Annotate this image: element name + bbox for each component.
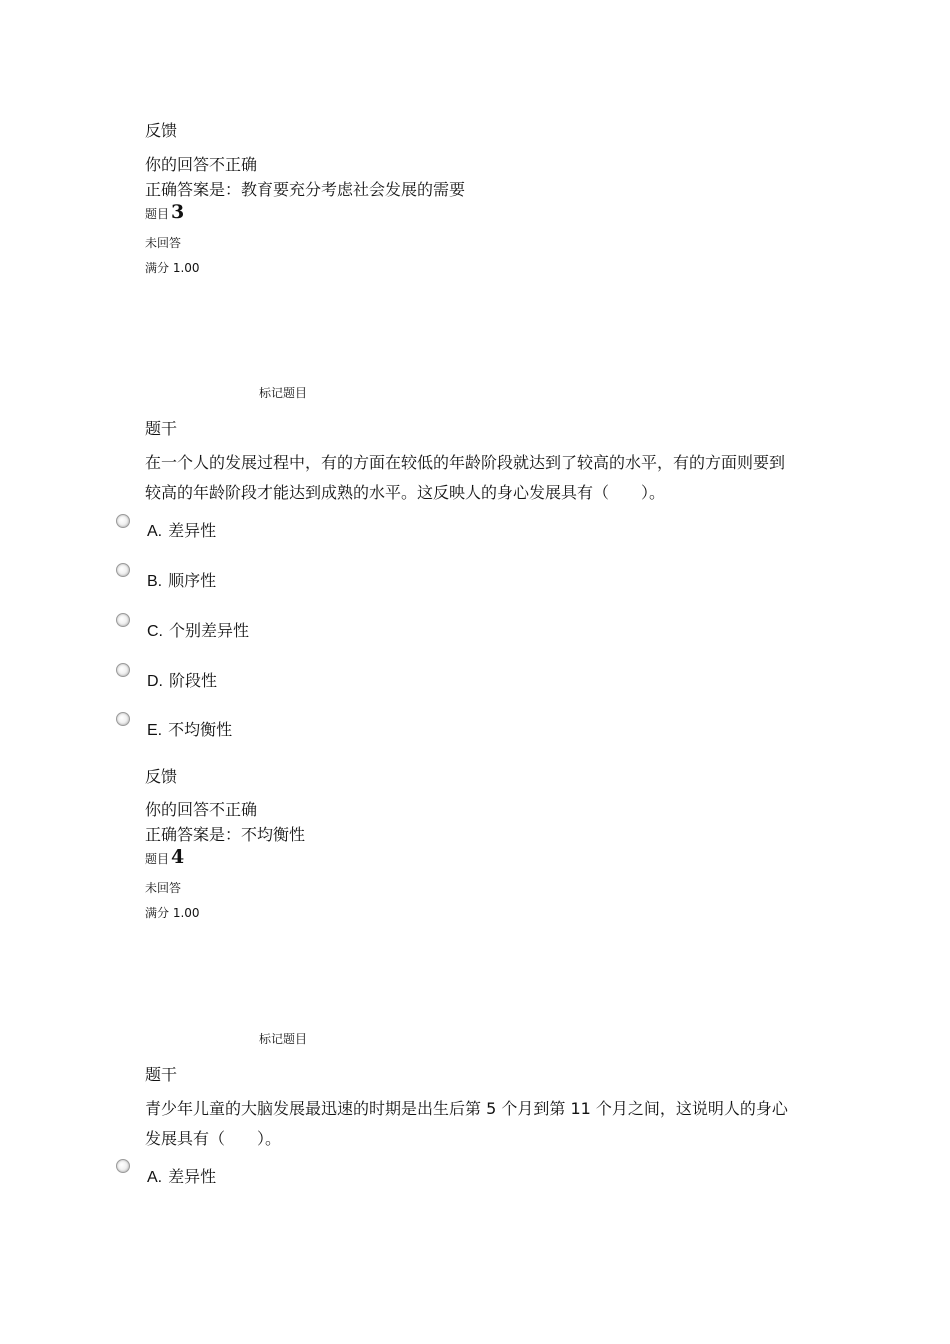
option-letter: D. xyxy=(147,673,163,690)
option-text: 阶段性 xyxy=(169,671,218,690)
correct-answer: 正确答案是：教育要充分考虑社会发展的需要 xyxy=(145,180,466,199)
option-a[interactable] xyxy=(147,518,216,541)
question-label: 题目 xyxy=(145,207,170,221)
question-status: 未回答 xyxy=(145,236,182,250)
question-number xyxy=(145,201,184,223)
answer-result: 你的回答不正确 xyxy=(145,800,258,819)
option-text: 差异性 xyxy=(168,521,217,540)
question-status: 未回答 xyxy=(145,881,182,895)
feedback-heading: 反馈 xyxy=(145,767,178,786)
option-text: 个别差异性 xyxy=(169,621,250,640)
option-letter: A. xyxy=(147,523,163,540)
option-c-radio[interactable] xyxy=(116,613,130,627)
question-score: 满分 1.00 xyxy=(145,906,200,920)
option-d[interactable] xyxy=(147,668,217,691)
flag-question-link[interactable]: 标记题目 xyxy=(259,1032,308,1046)
option-c[interactable] xyxy=(147,618,249,641)
question-number-value: 4 xyxy=(171,846,185,868)
question-stem-line: 青少年儿童的大脑发展最迅速的时期是出生后第 5 个月到第 11 个月之间，这说明人的身心 xyxy=(145,1099,788,1118)
answer-result: 你的回答不正确 xyxy=(145,155,258,174)
option-letter: B. xyxy=(147,573,163,590)
option-letter: C. xyxy=(147,623,163,640)
question-stem xyxy=(145,1094,825,1154)
question-stem-line: 较高的年龄阶段才能达到成熟的水平。这反映人的身心发展具有（ ）。 xyxy=(145,483,666,502)
option-e-radio[interactable] xyxy=(116,712,130,726)
feedback-heading: 反馈 xyxy=(145,121,178,140)
question-stem-line: 在一个人的发展过程中，有的方面在较低的年龄阶段就达到了较高的水平，有的方面则要到 xyxy=(145,453,786,472)
option-b[interactable] xyxy=(147,568,216,591)
option-a-radio[interactable] xyxy=(116,1159,130,1173)
correct-answer: 正确答案是：不均衡性 xyxy=(145,825,306,844)
option-letter: E. xyxy=(147,722,163,739)
option-a-radio[interactable] xyxy=(116,514,130,528)
question-number xyxy=(145,846,184,868)
option-e[interactable] xyxy=(147,717,232,740)
question-stem-line: 发展具有（ ）。 xyxy=(145,1129,282,1148)
flag-question-link[interactable]: 标记题目 xyxy=(259,386,308,400)
option-text: 顺序性 xyxy=(168,571,217,590)
question-score: 满分 1.00 xyxy=(145,261,200,275)
stem-label: 题干 xyxy=(145,419,178,438)
option-b-radio[interactable] xyxy=(116,563,130,577)
option-text: 不均衡性 xyxy=(168,720,233,739)
option-d-radio[interactable] xyxy=(116,663,130,677)
option-letter: A. xyxy=(147,1169,163,1186)
question-number-value: 3 xyxy=(171,201,185,223)
question-stem xyxy=(145,448,825,508)
question-label: 题目 xyxy=(145,852,170,866)
stem-label: 题干 xyxy=(145,1065,178,1084)
option-text: 差异性 xyxy=(168,1167,217,1186)
option-a[interactable] xyxy=(147,1164,216,1187)
